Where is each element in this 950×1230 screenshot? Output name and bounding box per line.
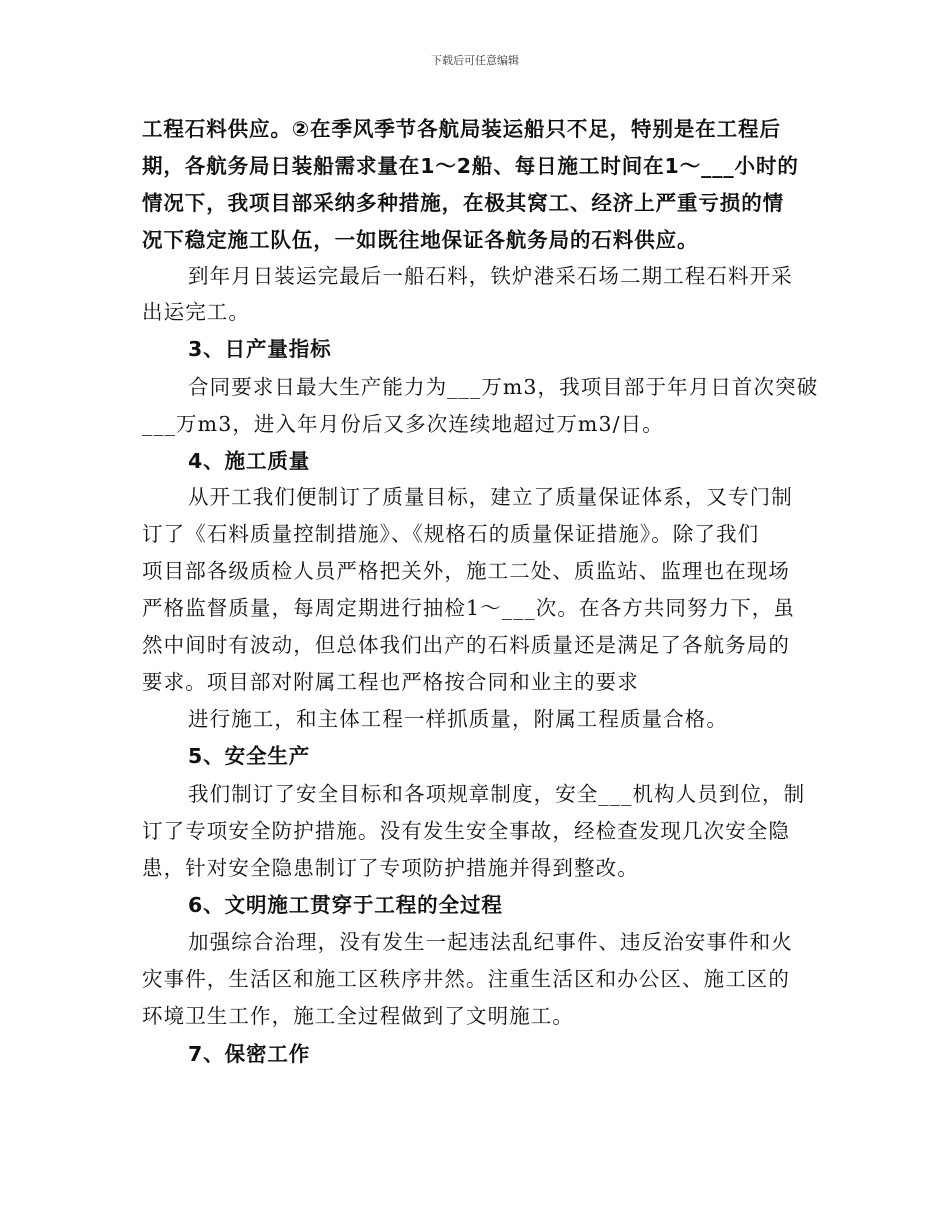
body-line: 我们制订了安全目标和各项规章制度，安全___机构人员到位，制 (188, 782, 806, 806)
section-heading: 3、日产量指标 (188, 337, 332, 361)
body-line: 况下稳定施工队伍，一如既往地保证各航务局的石料供应。 (142, 228, 699, 252)
body-line: 项目部各级质检人员严格把关外，施工二处、质监站、监理也在现场 (142, 559, 790, 583)
body-line: 工程石料供应。②在季风季节各航局装运船只不足，特别是在工程后 (142, 117, 781, 141)
body-line: 出运完工。 (142, 300, 250, 324)
body-line: 订了《石料质量控制措施》、《规格石的质量保证措施》。除了我们 (142, 522, 760, 546)
page-header: 下载后可任意编辑 (431, 54, 519, 67)
body-line: 情况下，我项目部采纳多种措施，在极其窝工、经济上严重亏损的情 (142, 191, 784, 215)
body-line: 合同要求日最大生产能力为___万m3，我项目部于年月日首次突破 (188, 375, 819, 399)
body-line: 从开工我们便制订了质量目标，建立了质量保证体系，又专门制 (188, 485, 793, 509)
body-line: 到年月日装运完最后一船石料，铁炉港采石场二期工程石料开采 (188, 264, 793, 288)
body-line: 要求。项目部对附属工程也严格按合同和业主的要求 (142, 670, 639, 694)
body-line: 进行施工，和主体工程一样抓质量，附属工程质量合格。 (188, 707, 728, 731)
body-line: 环境卫生工作，施工全过程做到了文明施工。 (142, 1004, 574, 1028)
section-heading: 5、安全生产 (188, 744, 311, 768)
section-heading: 4、施工质量 (188, 449, 311, 473)
body-line: 患，针对安全隐患制订了专项防护措施并得到整改。 (142, 856, 639, 880)
body-line: 然中间时有波动，但总体我们出产的石料质量还是满足了各航务局的 (142, 633, 790, 657)
section-heading: 6、文明施工贯穿于工程的全过程 (188, 893, 503, 917)
body-line: ___万m3，进入年月份后又多次连续地超过万m3/日。 (142, 412, 664, 436)
body-line: 灾事件，生活区和施工区秩序井然。注重生活区和办公区、施工区的 (142, 967, 790, 991)
body-line: 期，各航务局日装船需求量在1～2船、每日施工时间在1～___小时的 (142, 154, 799, 178)
section-heading: 7、保密工作 (188, 1042, 311, 1066)
body-line: 订了专项安全防护措施。没有发生安全事故，经检查发现几次安全隐 (142, 819, 790, 843)
body-line: 加强综合治理，没有发生一起违法乱纪事件、违反治安事件和火 (188, 930, 793, 954)
body-line: 严格监督质量，每周定期进行抽检1～___次。在各方共同努力下，虽 (142, 596, 795, 620)
